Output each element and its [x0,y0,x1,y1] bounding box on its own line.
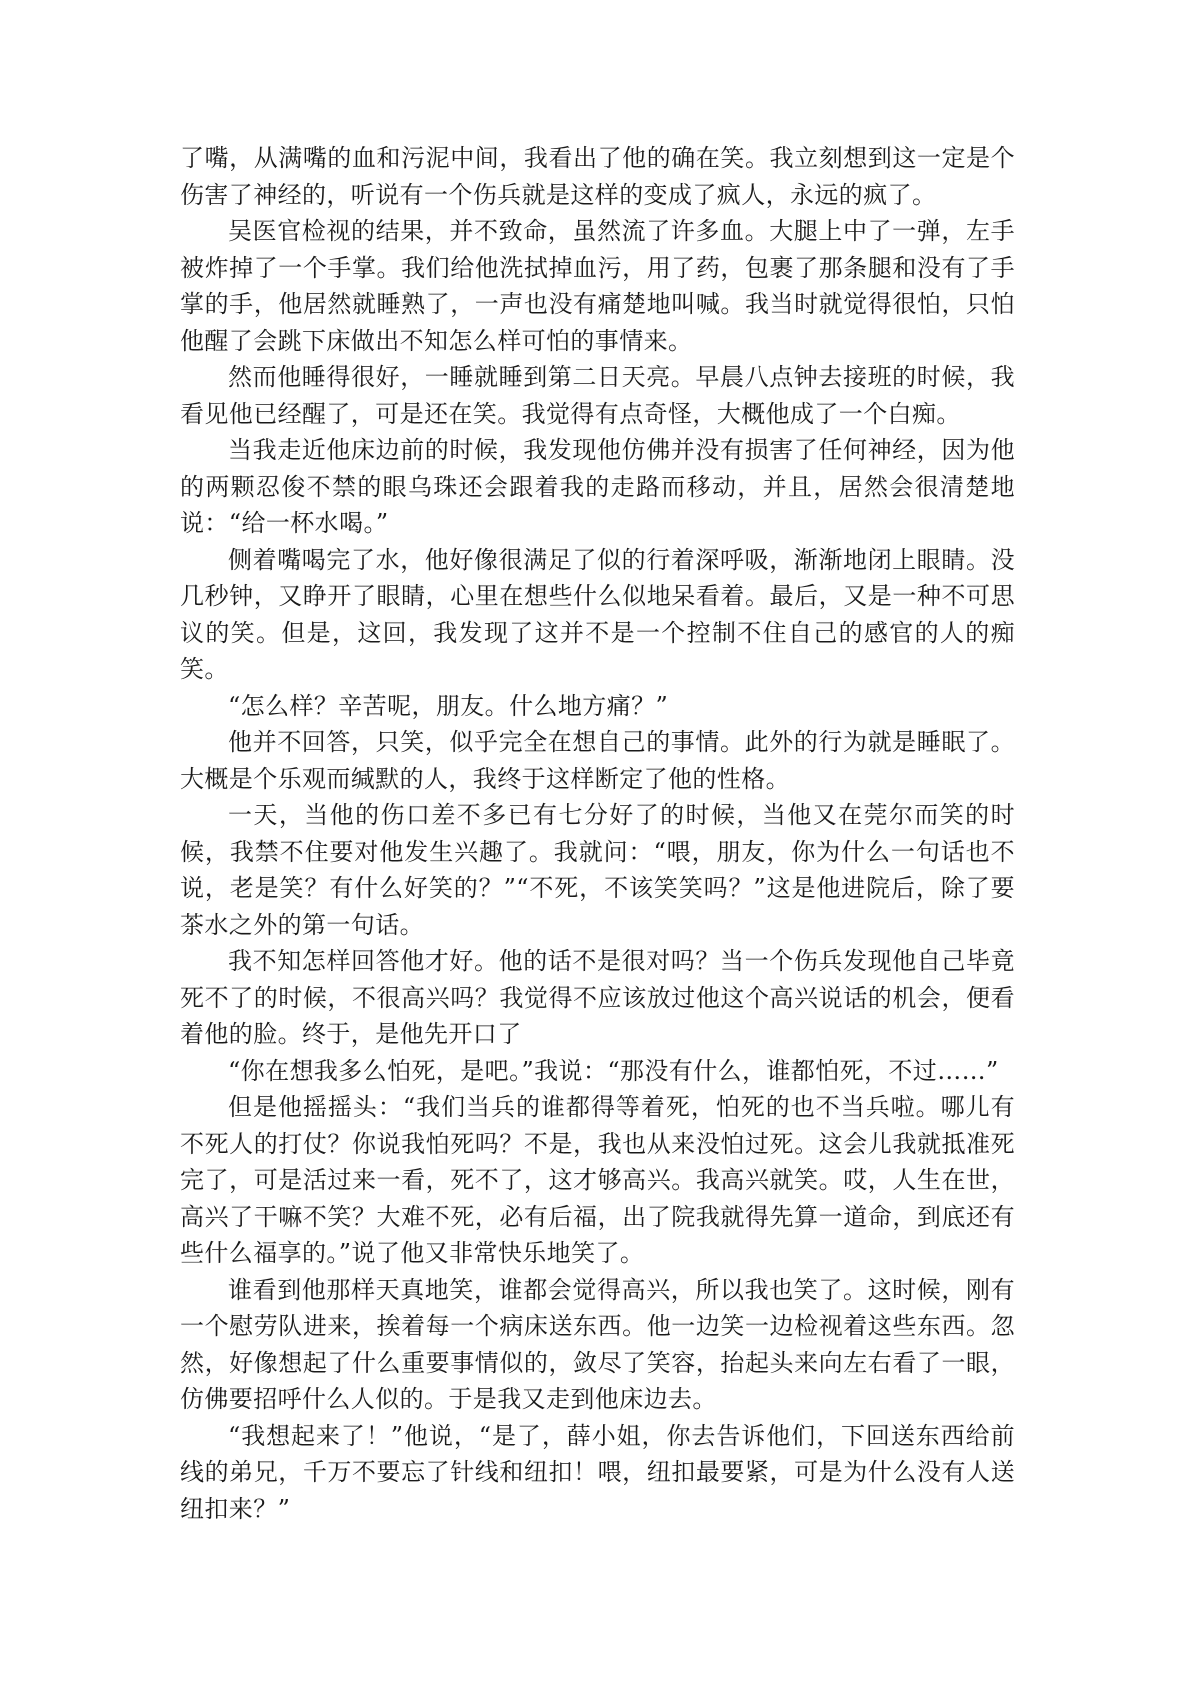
paragraph: 吴医官检视的结果，并不致命，虽然流了许多血。大腿上中了一弹，左手被炸掉了一个手掌。我们给他洗拭掉血污，用了药，包裹了那条腿和没有了手掌的手，他居然就睡熟了，一声也没有痛楚地叫喊。我当时就觉得很怕，只怕他醒了会跳下床做出不知怎么样可怕的事情来。 [180,217,1015,355]
paragraph: 了嘴，从满嘴的血和污泥中间，我看出了他的确在笑。我立刻想到这一定是个伤害了神经的，听说有一个伤兵就是这样的变成了疯人，永远的疯了。 [180,144,1015,209]
paragraph: 我不知怎样回答他才好。他的话不是很对吗？当一个伤兵发现他自己毕竟死不了的时候，不很高兴吗？我觉得不应该放过他这个高兴说话的机会，便看着他的脸。终于，是他先开口了 [180,947,1015,1048]
paragraph: 一天，当他的伤口差不多已有七分好了的时候，当他又在莞尔而笑的时候，我禁不住要对他发生兴趣了。我就问：“喂，朋友，你为什么一句话也不说，老是笑？有什么好笑的？”“不死，不该笑笑吗？”这是他进院后，除了要茶水之外的第一句话。 [180,801,1015,939]
paragraph: 但是他摇摇头：“我们当兵的谁都得等着死，怕死的也不当兵啦。哪儿有不死人的打仗？你说我怕死吗？不是，我也从来没怕过死。这会儿我就抵准死完了，可是活过来一看，死不了，这才够高兴。我高兴就笑。哎，人生在世，高兴了干嘛不笑？大难不死，必有后福，出了院我就得先算一道命，到底还有些什么福享的。”说了他又非常快乐地笑了。 [180,1093,1015,1267]
body-text [180,140,1015,1527]
paragraph: “你在想我多么怕死，是吧。”我说：“那没有什么，谁都怕死，不过……” [228,1056,999,1085]
paragraph: 他并不回答，只笑，似乎完全在想自己的事情。此外的行为就是睡眠了。大概是个乐观而缄默的人，我终于这样断定了他的性格。 [180,728,1015,793]
paragraph: 谁看到他那样天真地笑，谁都会觉得高兴，所以我也笑了。这时候，刚有一个慰劳队进来，挨着每一个病床送东西。他一边笑一边检视着这些东西。忽然，好像想起了什么重要事情似的，敛尽了笑容，抬起头来向左右看了一眼，仿佛要招呼什么人似的。于是我又走到他床边去。 [180,1275,1015,1413]
paragraph: 当我走近他床边前的时候，我发现他仿佛并没有损害了任何神经，因为他的两颗忍俊不禁的眼乌珠还会跟着我的走路而移动，并且，居然会很清楚地说：“给一杯水喝。” [180,436,1015,537]
paragraph: “怎么样？辛苦呢，朋友。什么地方痛？” [228,691,669,720]
paragraph: “我想起来了！”他说，“是了，薛小姐，你去告诉他们，下回送东西给前线的弟兄，千万不要忘了针线和纽扣！喂，纽扣最要紧，可是为什么没有人送纽扣来？” [180,1421,1015,1523]
paragraph: 然而他睡得很好，一睡就睡到第二日天亮。早晨八点钟去接班的时候，我看见他已经醒了，可是还在笑。我觉得有点奇怪，大概他成了一个白痴。 [180,363,1015,428]
paragraph: 侧着嘴喝完了水，他好像很满足了似的行着深呼吸，渐渐地闭上眼睛。没几秒钟，又睁开了眼睛，心里在想些什么似地呆看着。最后，又是一种不可思议的笑。但是，这回，我发现了这并不是一个控制不住自己的感官的人的痴笑。 [180,545,1015,683]
